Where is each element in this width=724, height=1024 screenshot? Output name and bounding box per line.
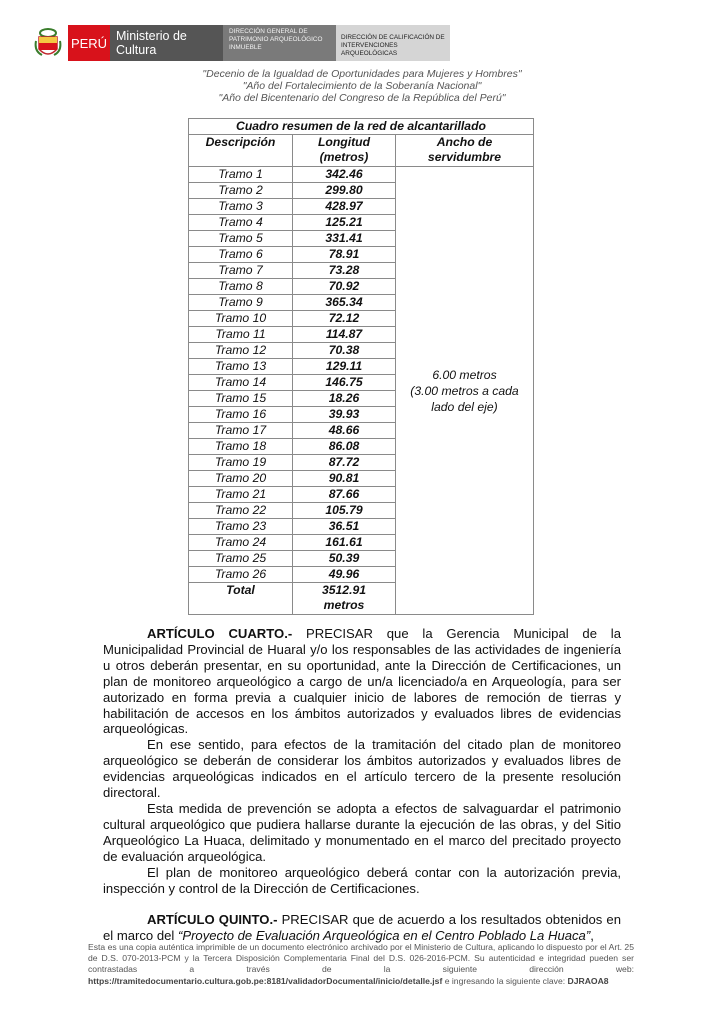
direction-general-label [223, 25, 336, 61]
tramo-length: 129.11 [293, 359, 396, 375]
paragraph: En ese sentido, para efectos de la tramitación del citado plan de monitoreo arqueológico se deberán de considerar los ámbitos autorizados y evaluados libres de evidencias arqueológicas indicados en el artículo tercero de la presente resolución directoral. [103, 737, 621, 801]
tramo-length: 428.97 [293, 199, 396, 215]
tramo-length: 72.12 [293, 311, 396, 327]
article-quinto-text: PRECISAR que de acuerdo a los resultados obtenidos en el marco del [103, 912, 621, 944]
tramo-description: Tramo 15 [189, 391, 293, 407]
paragraph: El plan de monitoreo arqueológico deberá contar con la autorización previa, inspección y control de la Dirección de Certificaciones. [103, 864, 621, 896]
tramo-description: Tramo 16 [189, 407, 293, 423]
project-title: “Proyecto de Evaluación Arqueológica en el Centro Poblado La Huaca” [177, 928, 591, 944]
tramo-description: Tramo 1 [189, 167, 293, 183]
tramo-length: 39.93 [293, 407, 396, 423]
tramo-description: Tramo 19 [189, 455, 293, 471]
document-body [103, 626, 621, 944]
tramo-description: Tramo 5 [189, 231, 293, 247]
tramo-length: 50.39 [293, 551, 396, 567]
tramo-length: 365.34 [293, 295, 396, 311]
tramo-length: 161.61 [293, 535, 396, 551]
tramo-length: 105.79 [293, 503, 396, 519]
table-title-row [189, 119, 534, 135]
tramo-length: 299.80 [293, 183, 396, 199]
tramo-length: 331.41 [293, 231, 396, 247]
tramo-length: 36.51 [293, 519, 396, 535]
tramo-description: Tramo 26 [189, 567, 293, 583]
total-value-line: 3512.91 [321, 583, 367, 597]
tramo-length: 90.81 [293, 471, 396, 487]
tramo-description: Tramo 8 [189, 279, 293, 295]
tramo-description: Tramo 12 [189, 343, 293, 359]
table-title: Cuadro resumen de la red de alcantarillado [189, 119, 534, 135]
tramo-description: Tramo 24 [189, 535, 293, 551]
tramo-description: Tramo 7 [189, 263, 293, 279]
header-descripcion: Descripción [189, 135, 293, 167]
header-longitud-line: Longitud [317, 135, 371, 149]
tramo-description: Tramo 23 [189, 519, 293, 535]
tramo-length: 73.28 [293, 263, 396, 279]
servidumbre-line: 6.00 metros [432, 367, 497, 382]
table-row [189, 167, 534, 183]
header-ancho-line: Ancho de [436, 135, 493, 149]
tramo-length: 146.75 [293, 375, 396, 391]
header-ancho [396, 135, 534, 167]
motto-line: "Decenio de la Igualdad de Oportunidades para Mujeres y Hombres" [202, 68, 522, 80]
ministry-header [34, 25, 450, 61]
article-quinto-heading: ARTÍCULO QUINTO.- [147, 912, 278, 928]
article-quinto-text: , [590, 928, 594, 944]
total-value-line: metros [323, 598, 365, 612]
tramo-description: Tramo 11 [189, 327, 293, 343]
tramo-description: Tramo 4 [189, 215, 293, 231]
tramo-description: Tramo 10 [189, 311, 293, 327]
servidumbre-line: (3.00 metros a cada [410, 383, 519, 398]
tramo-length: 87.66 [293, 487, 396, 503]
header-longitud [293, 135, 396, 167]
tramo-description: Tramo 25 [189, 551, 293, 567]
tramo-description: Tramo 2 [189, 183, 293, 199]
tramo-length: 114.87 [293, 327, 396, 343]
paragraph: Esta medida de prevención se adopta a efectos de salvaguardar el patrimonio cultural arqueológico que pudiera hallarse durante la ejecución de las obras, y del Sitio Arqueológico La Huaca, delimitado y monumentado en el marco del precitado proyecto de evaluación arqueológica. [103, 800, 621, 864]
total-label: Total [189, 583, 293, 615]
footer-text: Esta es una copia auténtica imprimible de un documento electrónico archivado por el Ministerio de Cultura, aplicando lo dispuesto por el Art. 25 de D.S. 070-2013-PCM y la Tercera Disposición Complementaria Final del D.S. 026-2016-PCM. Su autenticidad e integridad pueden ser contrastadas a través de la siguiente dirección web: [88, 942, 634, 975]
tramo-length: 18.26 [293, 391, 396, 407]
tramo-length: 48.66 [293, 423, 396, 439]
header-longitud-line: (metros) [319, 150, 369, 164]
tramo-description: Tramo 18 [189, 439, 293, 455]
tramo-description: Tramo 21 [189, 487, 293, 503]
peru-coat-of-arms-icon [34, 25, 62, 61]
validation-url[interactable]: https://tramitedocumentario.cultura.gob.pe:8181/validadorDocumental/inicio/detalle.jsf [88, 975, 443, 986]
tramo-description: Tramo 9 [189, 295, 293, 311]
tramo-length: 86.08 [293, 439, 396, 455]
tramo-length: 49.96 [293, 567, 396, 583]
tramo-description: Tramo 14 [189, 375, 293, 391]
direction-line: INTERVENCIONES ARQUEOLÓGICAS [341, 42, 398, 57]
tramo-length: 125.21 [293, 215, 396, 231]
direction-general-line: INMUEBLE [229, 44, 262, 51]
tramo-length: 87.72 [293, 455, 396, 471]
tramo-length: 78.91 [293, 247, 396, 263]
validation-key: DJRAOA8 [567, 975, 609, 986]
direction-general-line: DIRECCIÓN GENERAL DE [229, 28, 308, 35]
direction-label [336, 25, 450, 61]
total-value [293, 583, 396, 615]
peru-brand: PERÚ [68, 25, 110, 61]
article-cuarto-heading: ARTÍCULO CUARTO.- [147, 626, 293, 641]
table-header-row [189, 135, 534, 167]
motto-line: "Año del Bicentenario del Congreso de la República del Perú" [218, 92, 506, 104]
authenticity-footer [88, 942, 634, 987]
tramo-length: 342.46 [293, 167, 396, 183]
direction-line: DIRECCIÓN DE CALIFICACIÓN DE [341, 34, 445, 41]
article-quinto [103, 912, 621, 944]
servidumbre-width [396, 167, 534, 615]
ministry-name: Ministerio de Cultura [110, 25, 223, 61]
servidumbre-line: lado del eje) [431, 399, 498, 414]
tramo-length: 70.38 [293, 343, 396, 359]
tramo-description: Tramo 6 [189, 247, 293, 263]
tramo-description: Tramo 17 [189, 423, 293, 439]
tramo-description: Tramo 13 [189, 359, 293, 375]
article-cuarto [103, 626, 621, 737]
year-mottos [0, 68, 724, 104]
header-ancho-line: servidumbre [427, 150, 502, 164]
footer-middle: e ingresando la siguiente clave: [442, 975, 568, 986]
summary-table [188, 118, 534, 615]
motto-line: "Año del Fortalecimiento de la Soberanía Nacional" [242, 80, 482, 92]
tramo-description: Tramo 3 [189, 199, 293, 215]
direction-general-line: PATRIMONIO ARQUEOLÓGICO [229, 36, 323, 43]
tramo-description: Tramo 22 [189, 503, 293, 519]
tramo-length: 70.92 [293, 279, 396, 295]
tramo-description: Tramo 20 [189, 471, 293, 487]
article-cuarto-text: PRECISAR que la Gerencia Municipal de la Municipalidad Provincial de Huaral y/o los responsables de las actividades de ingeniería u otros deberán presentar, en su oportunidad, ante la Dirección de Certificaciones, un plan de monitoreo arqueológico a cargo de un/a licenciado/a en Arqueología, para ser autorizado en forma previa a cualquier inicio de labores de remoción de tierras y habilitación de accesos en los ámbitos autorizados y evaluados libres de evidencias arqueológicas. [103, 626, 621, 737]
